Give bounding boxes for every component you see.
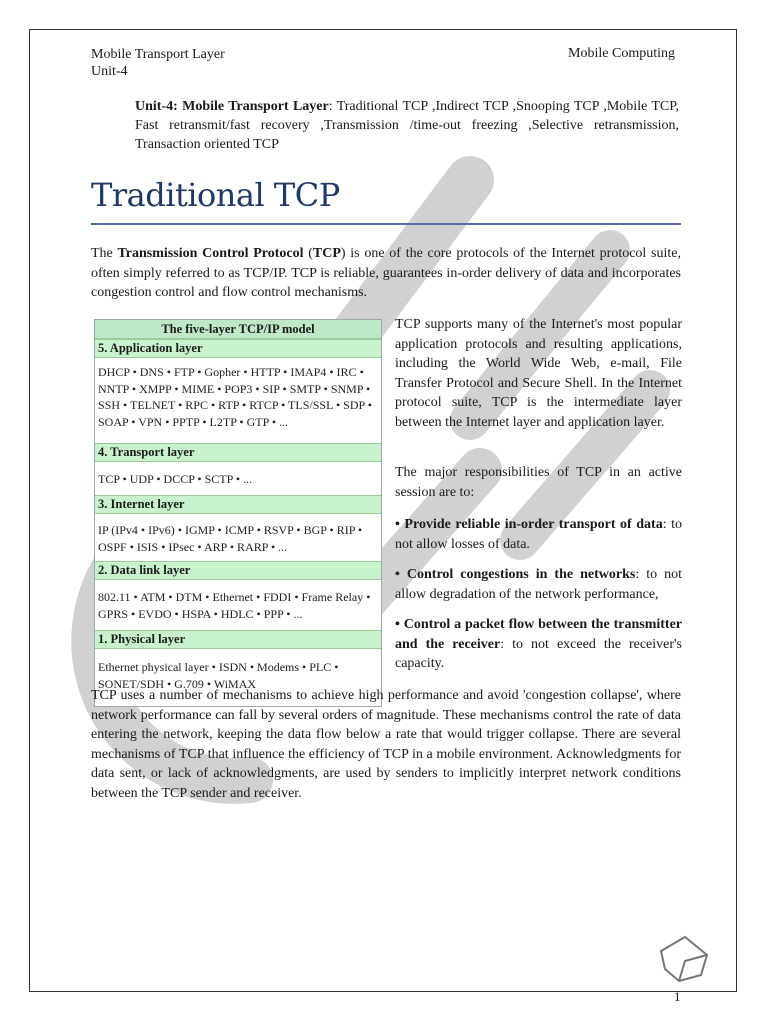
bottom-paragraph: TCP uses a number of mechanisms to achieve high performance and avoid 'congestion collapse', where network performance can fall by several orders of magnitude. These mechanisms control the rate of data entering the network, keeping the data flow below a rate that would trigger collapse. There are several mechanisms of TCP that influence the efficiency of TCP in a mobile environment. Acknowledgments for data sent, or lack of acknowledgments, are used by senders to implicitly interpret network conditions between the TCP sender and receiver.	[91, 688, 681, 801]
intro-bold-acronym: TCP	[312, 246, 341, 261]
layer-protocols: IP (IPv4 • IPv6) • IGMP • ICMP • RSVP • BGP • RIP • OSPF • ISIS • IPsec • ARP • RARP • ...	[98, 523, 363, 554]
responsibility-item	[395, 565, 682, 604]
layer-heading: 2. Data link layer	[95, 561, 381, 580]
tcpip-model-table	[94, 319, 382, 707]
intro-text: The	[91, 246, 118, 261]
responsibility-desc: : to not exceed the receiver's capacity.	[395, 636, 683, 671]
header-subject: Mobile Computing	[568, 46, 675, 61]
unit-summary	[135, 97, 679, 154]
responsibility-title: • Provide reliable in-order transport of data	[395, 517, 663, 532]
layer-heading: 5. Application layer	[95, 339, 381, 358]
header-course-title: Mobile Transport Layer	[91, 47, 225, 62]
responsibility-desc: : to not allow degradation of the network performance,	[395, 567, 682, 602]
layer-heading: 1. Physical layer	[95, 630, 381, 649]
layer-protocols: TCP • UDP • DCCP • SCTP • ...	[98, 472, 253, 486]
layer-protocols: 802.11 • ATM • DTM • Ethernet • FDDI • Frame Relay • GPRS • EVDO • HSPA • HDLC • PPP • ...	[98, 590, 371, 621]
unit-summary-heading: Unit-4: Mobile Transport Layer	[135, 99, 329, 114]
page-number: 1	[674, 989, 681, 1004]
layer-heading: 4. Transport layer	[95, 443, 381, 462]
page-corner-icon	[655, 933, 715, 985]
header-unit: Unit-4	[91, 64, 128, 79]
intro-bold-term: Transmission Control Protocol	[117, 246, 304, 261]
model-table-title: The five-layer TCP/IP model	[95, 320, 381, 339]
layer-protocols: DHCP • DNS • FTP • Gopher • HTTP • IMAP4 • IRC • NNTP • XMPP • MIME • POP3 • SIP • SMTP • SNMP • SSH • TELNET • RPC • RTP • RTCP • TLS/SSL • SDP • SOAP • VPN • PPTP • L2TP • GTP • ...	[98, 365, 372, 429]
header-left	[91, 46, 225, 80]
layer-protocols: Ethernet physical layer • ISDN • Modems • PLC • SONET/SDH • G.709 • WiMAX	[98, 660, 339, 691]
responsibilities-intro: The major responsibilities of TCP in an active session are to:	[395, 465, 682, 500]
right-col-paragraph: TCP supports many of the Internet's most popular application protocols and resulting applications, including the World Wide Web, e-mail, File Transfer Protocol and Secure Shell. In the Internet protocol suite, TCP is the intermediate layer between the Internet layer and application layer.	[395, 317, 682, 430]
intro-text: ) is one of the core protocols of the Internet protocol suite, often simply referred to as TCP/IP. TCP is reliable, guarantees in-order delivery of data and incorporates congestion control and flow control mechanisms.	[91, 246, 681, 300]
responsibility-title: • Control congestions in the networks	[395, 567, 636, 582]
layer-heading: 3. Internet layer	[95, 495, 381, 514]
responsibility-item	[395, 515, 682, 554]
responsibility-title: • Control a packet flow between the transmitter and the receiver	[395, 617, 682, 652]
intro-paragraph	[91, 244, 681, 303]
title-rule	[91, 223, 681, 225]
responsibility-desc: : to not allow losses of data.	[395, 517, 683, 552]
section-title: Traditional TCP	[91, 176, 340, 214]
intro-text: (	[303, 246, 313, 261]
unit-summary-topics: : Traditional TCP ,Indirect TCP ,Snooping TCP ,Mobile TCP, Fast retransmit/fast recovery ,Transmission /time-out freezing ,Selective retransmission, Transaction oriented TCP	[135, 99, 680, 152]
responsibility-item	[395, 615, 682, 674]
